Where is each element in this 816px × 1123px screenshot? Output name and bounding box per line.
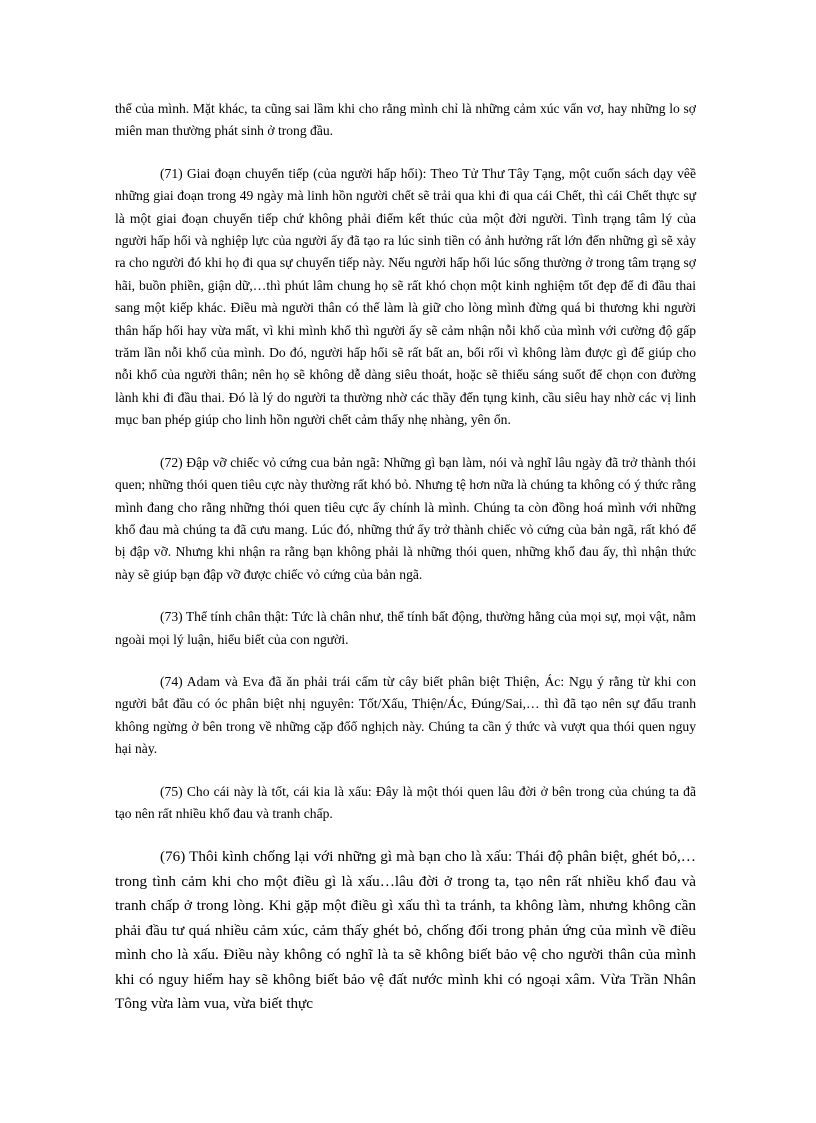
paragraph-73: (73) Thể tính chân thật: Tức là chân như, thể tính bất động, thường hằng của mọi sự, mọi vật, nằm ngoài mọi lý luận, hiểu biết của con người. [115, 609, 696, 647]
paragraph-70-continuation: thể của mình. Mặt khác, ta cũng sai lầm khi cho rằng mình chỉ là những cảm xúc vẩn vơ, hay những lo sợ miên man thường phát sinh ở trong đầu. [115, 101, 696, 139]
paragraph-72: (72) Đập vỡ chiếc vỏ cứng cua bản ngã: Những gì bạn làm, nói và nghĩ lâu ngày đã trở thành thói quen; những thói quen tiêu cực này thường rất khó bỏ. Nhưng tệ hơn nữa là chúng ta không có ý thức rằng mình đang cho rằng những thói quen tiêu cực ấy chính là mình. Chúng ta còn đồng hoá mình với những khổ đau mà chúng ta đã cưu mang. Lúc đó, những thứ ấy trở thành chiếc vỏ cứng của bản ngã, rất khó để bị đập vỡ. Nhưng khi nhận ra rằng bạn không phải là những thói quen, những khổ đau ấy, thì nhận thức này sẽ giúp bạn đập vỡ được chiếc vỏ cứng của bản ngã. [115, 454, 696, 582]
paragraph-75: (75) Cho cái này là tốt, cái kia là xấu: Đây là một thói quen lâu đời ở bên trong của chúng ta đã tạo nên rất nhiều khổ đau và tranh chấp. [115, 783, 696, 821]
document-page [115, 98, 696, 1039]
paragraph-76: (76) Thôi kình chống lại với những gì mà bạn cho là xấu: Thái độ phân biệt, ghét bỏ,…trong tình cảm khi cho một điều gì là xấu…lâu đời ở trong ta, tạo nên rất nhiều khổ đau và tranh chấp ở trong lòng. Khi gặp một điều gì xấu thì ta tránh, ta không làm, nhưng không cần phải đầu tư quá nhiều cảm xúc, cảm thấy ghét bỏ, chống đối trong phản ứng của mình về điều mình cho là xấu. Điều này không có nghĩ là ta sẽ không biết bảo vệ cho người thân của mình khi có nguy hiểm hay sẽ không biết bảo vệ đất nước mình khi có ngoại xâm. Vừa Trần Nhân Tông vừa làm vua, vừa biết thực [115, 848, 696, 1013]
paragraph-74: (74) Adam và Eva đã ăn phải trái cấm từ cây biết phân biệt Thiện, Ác: Ngụ ý rằng từ khi con người bắt đầu có óc phân biệt nhị nguyên: Tốt/Xấu, Thiện/Ác, Đúng/Sai,… thì đã tạo nên sự đấu tranh không ngừng ở bên trong về những cặp đốố nghịch này. Chúng ta cần ý thức và vượt qua thói quen nguy hại này. [115, 673, 696, 757]
paragraph-71: (71) Giai đoạn chuyển tiếp (của người hấp hối): Theo Tử Thư Tây Tạng, một cuốn sách dạy vêề những giai đoạn trong 49 ngày mà linh hồn người chết sẽ trải qua khi đi qua cái Chết, thì cái Chết thực sự là một giai đoạn chuyển tiếp chứ không phải điểm kết thúc của một đời người. Tình trạng tâm lý của người hấp hối và nghiệp lực của người ấy đã tạo ra lúc sinh tiền có ảnh hưởng rất lớn đến những gì sẽ xảy ra cho người đó khi họ đi qua sự chuyển tiếp này. Nếu người hấp hối lúc sống thường ở trong tâm trạng sợ hãi, buồn phiền, giận dữ,…thì phút lâm chung họ sẽ rất khó chọn một kinh nghiệm tốt đẹp để đi đầu thai sang một kiếp khác. Điều mà người thân có thể làm là giữ cho lòng mình đừng quá bi thương khi người thân hấp hối hay vừa mất, vì khi mình khổ thì người ấy sẽ cảm nhận nỗi khổ của mình với cường độ gấp trăm lần nỗi khổ của mình. Do đó, người hấp hối sẽ rất bất an, bối rối vì không làm được gì để giúp cho nỗi khổ của người thân; nên họ sẽ không dễ dàng siêu thoát, hoặc sẽ thiếu sáng suốt để chọn con đường lành khi đi đầu thai. Đó là lý do người ta thường nhờ các thầy đến tụng kinh, cầu siêu hay nhờ các vị linh mục ban phép giúp cho linh hồn người chết cảm thấy nhẹ nhàng, yên ổn. [115, 165, 696, 428]
